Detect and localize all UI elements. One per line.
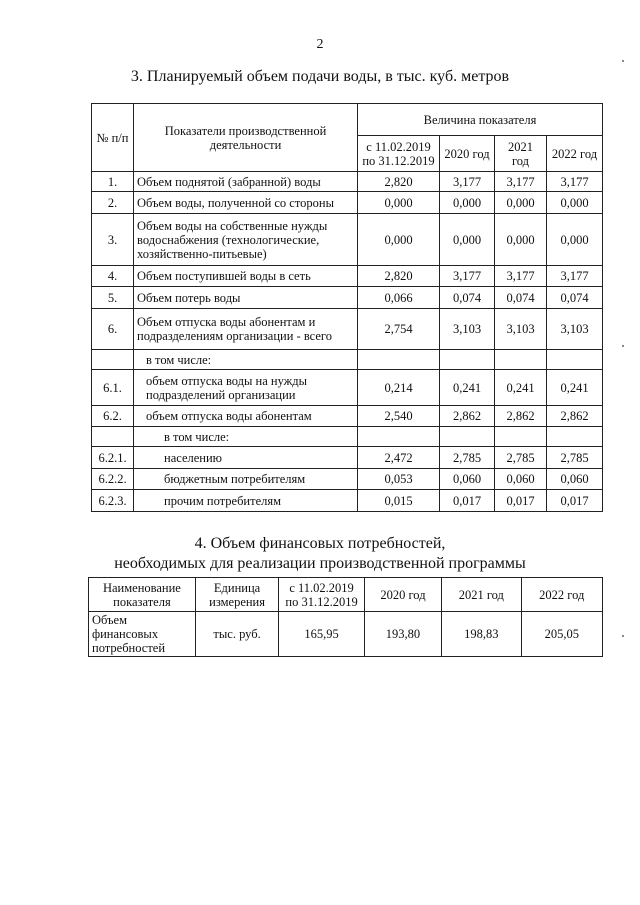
row-num [92,350,134,370]
row-2022-value: 2,862 [547,406,603,427]
row-2021-value: 0,241 [495,370,547,406]
financial-needs-table [88,577,603,657]
row-name: Объем потерь воды [134,287,358,309]
table-row [92,350,603,370]
row-2021-value: 3,177 [495,172,547,192]
section3-title: 3. Планируемый объем подачи воды, в тыс. куб. метров [130,68,510,85]
section4-title [0,534,640,574]
page-number: 2 [316,37,324,52]
scan-mark [622,635,624,637]
row-2022-value: 2,785 [547,447,603,469]
row-2022-value: 0,017 [547,490,603,512]
row-name: Объем финансовых потребностей [89,612,196,657]
row-2022-value [547,350,603,370]
row-2022-value: 3,177 [547,172,603,192]
row-2020-value: 0,074 [440,287,495,309]
row-num: 6.1. [92,370,134,406]
row-2021-value [495,350,547,370]
row-2020-value [440,350,495,370]
row-2020-value: 0,000 [440,192,495,214]
header-2021: 2021 год [442,578,521,612]
row-num: 1. [92,172,134,192]
row-2021-value: 0,000 [495,214,547,266]
section4-title-line1: 4. Объем финансовых потребностей, [194,535,446,552]
row-2022-value: 0,241 [547,370,603,406]
row-2021-value: 0,074 [495,287,547,309]
row-name: Объем поступившей воды в сеть [134,266,358,287]
row-2022-value [547,427,603,447]
row-2022-value: 3,103 [547,309,603,350]
row-2021-value: 2,785 [495,447,547,469]
row-period-value: 0,053 [358,469,440,490]
row-2020-value: 193,80 [364,612,441,657]
row-2022-value: 205,05 [521,612,602,657]
header-num: № п/п [92,104,134,172]
header-indicator: Показатели производственной деятельности [134,104,358,172]
row-period-value: 2,540 [358,406,440,427]
row-2021-value: 3,177 [495,266,547,287]
row-period-value [358,350,440,370]
table-row [92,214,603,266]
row-2020-value [440,427,495,447]
header-2021: 2021 год [495,136,547,172]
row-num: 6.2.3. [92,490,134,512]
table-row [92,406,603,427]
row-num: 6.2.1. [92,447,134,469]
table-row [92,287,603,309]
row-num: 3. [92,214,134,266]
row-period-value: 0,000 [358,192,440,214]
row-period-value: 0,214 [358,370,440,406]
row-2020-value: 2,785 [440,447,495,469]
row-period-value [358,427,440,447]
header-unit: Единица измерения [195,578,278,612]
row-2022-value: 3,177 [547,266,603,287]
row-name: объем отпуска воды на нужды подразделений организации [134,370,358,406]
row-2021-value: 0,060 [495,469,547,490]
row-2022-value: 0,074 [547,287,603,309]
row-2022-value: 0,000 [547,214,603,266]
row-period-value: 165,95 [279,612,364,657]
row-period-value: 2,820 [358,266,440,287]
row-period-value: 0,066 [358,287,440,309]
header-name: Наименование показателя [89,578,196,612]
row-num: 2. [92,192,134,214]
row-2020-value: 3,177 [440,266,495,287]
row-2020-value: 0,060 [440,469,495,490]
row-num [92,427,134,447]
row-name: объем отпуска воды абонентам [134,406,358,427]
row-name: Объем воды на собственные нужды водоснабжения (технологические, хозяйственно-питьевые) [134,214,358,266]
row-num: 6.2.2. [92,469,134,490]
row-name: Объем поднятой (забранной) воды [134,172,358,192]
row-period-value: 2,754 [358,309,440,350]
row-name: населению [134,447,358,469]
header-period: с 11.02.2019 по 31.12.2019 [279,578,364,612]
row-2021-value: 0,000 [495,192,547,214]
row-name: в том числе: [134,350,358,370]
row-2021-value [495,427,547,447]
header-value: Величина показателя [358,104,603,136]
row-name: прочим потребителям [134,490,358,512]
table-row [92,490,603,512]
row-period-value: 0,000 [358,214,440,266]
header-2020: 2020 год [364,578,441,612]
row-num: 6. [92,309,134,350]
header-2022: 2022 год [521,578,602,612]
row-period-value: 2,472 [358,447,440,469]
row-2020-value: 3,103 [440,309,495,350]
header-2022: 2022 год [547,136,603,172]
water-supply-table [91,103,603,512]
section4-title-line2: необходимых для реализации производственной программы [114,555,526,572]
scan-mark [622,345,624,347]
row-name: Объем воды, полученной со стороны [134,192,358,214]
scan-mark [622,60,624,62]
row-period-value: 0,015 [358,490,440,512]
table-row [92,309,603,350]
row-2020-value: 0,000 [440,214,495,266]
table-row [92,370,603,406]
row-period-value: 2,820 [358,172,440,192]
row-unit: тыс. руб. [195,612,278,657]
row-name: в том числе: [134,427,358,447]
table-row [92,172,603,192]
row-2021-value: 198,83 [442,612,521,657]
row-2020-value: 0,241 [440,370,495,406]
row-2020-value: 3,177 [440,172,495,192]
header-period: с 11.02.2019 по 31.12.2019 [358,136,440,172]
table-row [92,447,603,469]
row-2020-value: 0,017 [440,490,495,512]
table-row [92,192,603,214]
row-2021-value: 0,017 [495,490,547,512]
row-num: 4. [92,266,134,287]
row-2021-value: 3,103 [495,309,547,350]
table-row [92,469,603,490]
row-num: 6.2. [92,406,134,427]
row-name: Объем отпуска воды абонентам и подразделениям организации - всего [134,309,358,350]
table-row [92,266,603,287]
row-2022-value: 0,060 [547,469,603,490]
row-2021-value: 2,862 [495,406,547,427]
header-2020: 2020 год [440,136,495,172]
table-row [92,427,603,447]
row-2020-value: 2,862 [440,406,495,427]
row-2022-value: 0,000 [547,192,603,214]
row-num: 5. [92,287,134,309]
row-name: бюджетным потребителям [134,469,358,490]
table-row [89,612,603,657]
